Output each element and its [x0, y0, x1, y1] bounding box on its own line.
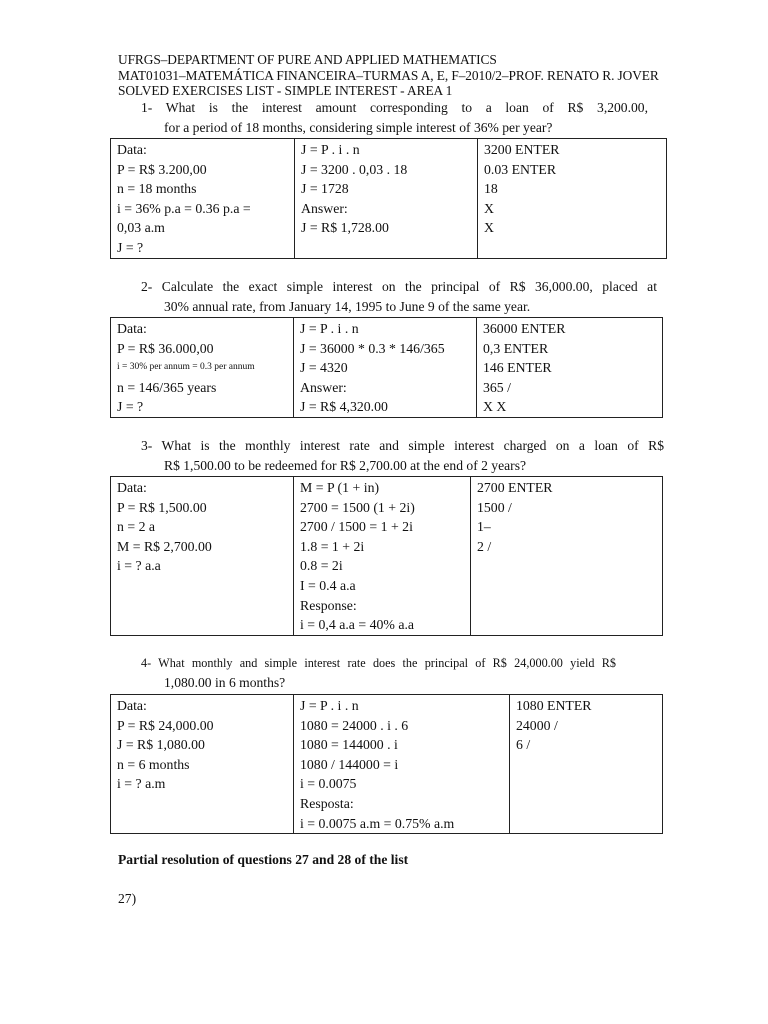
calculator-column: 2700 ENTER 1500 / 1– 2 /	[471, 477, 663, 636]
document-header	[118, 52, 678, 99]
question-27-label: 27)	[118, 891, 137, 906]
formula-column: J = P . i . n J = 3200 . 0,03 . 18 J = 1728 Answer: J = R$ 1,728.00	[295, 139, 478, 259]
exercise-2-table	[110, 317, 663, 418]
formula-column: J = P . i . n 1080 = 24000 . i . 6 1080 = 144000 . i 1080 / 144000 = i i = 0.0075 Resposta: i = 0.0075 a.m = 0.75% a.m	[294, 695, 510, 834]
formula-column: J = P . i . n J = 36000 * 0.3 * 146/365 J = 4320 Answer: J = R$ 4,320.00	[294, 318, 477, 418]
data-column: Data: P = R$ 24,000.00 J = R$ 1,080.00 n = 6 months i = ? a.m	[111, 695, 294, 834]
exercise-3-table	[110, 476, 663, 636]
header-list-title: SOLVED EXERCISES LIST - SIMPLE INTEREST - AREA 1	[118, 83, 453, 98]
calculator-column: 3200 ENTER 0.03 ENTER 18 X X	[478, 139, 667, 259]
exercise-1-table	[110, 138, 667, 259]
exercise-4-question: 4- What monthly and simple interest rate does the principal of R$ 24,000.00 yield R$ 1,080.00 in 6 months?	[141, 656, 616, 690]
data-column: Data: P = R$ 1,500.00 n = 2 a M = R$ 2,700.00 i = ? a.a	[111, 477, 294, 636]
formula-column: M = P (1 + in) 2700 = 1500 (1 + 2i) 2700 / 1500 = 1 + 2i 1.8 = 1 + 2i 0.8 = 2i I = 0.4 a.a Response: i = 0,4 a.a = 40% a.a	[294, 477, 471, 636]
header-department: UFRGS–DEPARTMENT OF PURE AND APPLIED MATHEMATICS	[118, 52, 497, 67]
exercise-3-question: 3- What is the monthly interest rate and simple interest charged on a loan of R$ R$ 1,500.00 to be redeemed for R$ 2,700.00 at the end of 2 years?	[141, 438, 664, 473]
exercise-1-question: 1- What is the interest amount corresponding to a loan of R$ 3,200.00, for a period of 18 months, considering simple interest of 36% per year?	[141, 100, 648, 135]
exercise-2-question: 2- Calculate the exact simple interest on the principal of R$ 36,000.00, placed at 30% annual rate, from January 14, 1995 to June 9 of the same year.	[141, 279, 657, 314]
partial-resolution-heading: Partial resolution of questions 27 and 28 of the list	[118, 852, 409, 867]
calculator-column: 1080 ENTER 24000 / 6 /	[510, 695, 663, 834]
data-column: Data: P = R$ 3.200,00 n = 18 months i = 36% p.a = 0.36 p.a = 0,03 a.m J = ?	[111, 139, 295, 259]
exercise-4-table	[110, 694, 663, 834]
calculator-column: 36000 ENTER 0,3 ENTER 146 ENTER 365 / X X	[477, 318, 663, 418]
header-course: MAT01031–MATEMÁTICA FINANCEIRA–TURMAS A, E, F–2010/2–PROF. RENATO R. JOVER	[118, 67, 659, 83]
data-column: Data: P = R$ 36.000,00 i = 30% per annum = 0.3 per annum n = 146/365 years J = ?	[111, 318, 294, 418]
